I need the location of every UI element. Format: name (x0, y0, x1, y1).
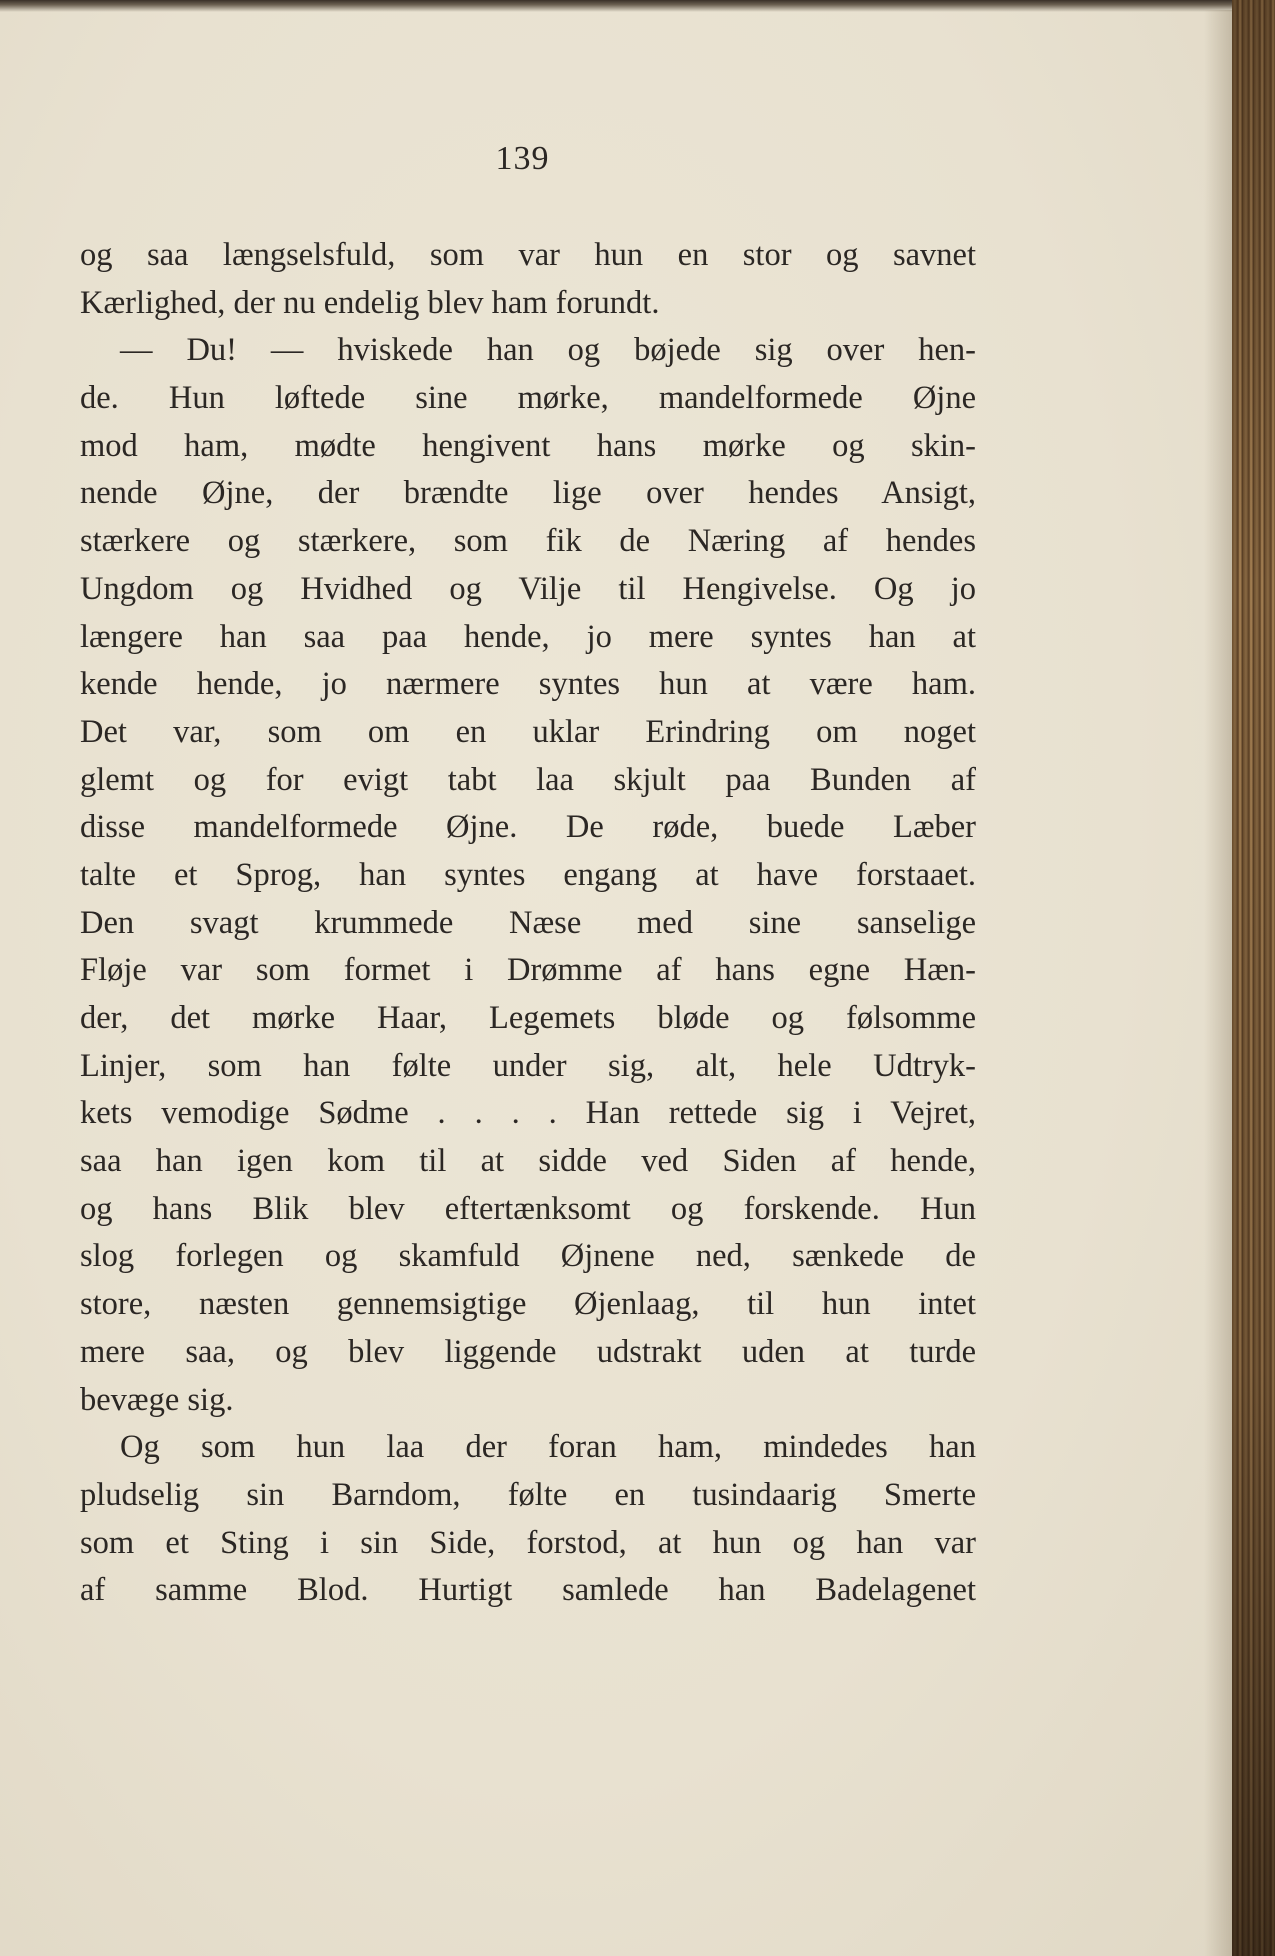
text-line: bevæge sig. (80, 1381, 234, 1418)
text-line: Ungdom og Hvidhed og Vilje til Hengivelse. Og jo (80, 570, 976, 607)
text-line: de. Hun løftede sine mørke, mandelformede Øjne (80, 380, 976, 417)
text-line: der, det mørke Haar, Legemets bløde og følsomme (80, 1000, 976, 1036)
text-line: talte et Sprog, han syntes engang at have forstaaet. (80, 856, 976, 893)
text-line: Den svagt krummede Næse med sine sanselige (80, 904, 976, 941)
text-line: saa han igen kom til at sidde ved Siden af hende, (80, 1143, 976, 1180)
page-number: 139 (495, 140, 550, 177)
text-line: Kærlighed, der nu endelig blev ham forundt. (80, 284, 660, 321)
text-line: glemt og for evigt tabt laa skjult paa Bunden af (80, 761, 976, 798)
text-line: mod ham, mødte hengivent hans mørke og skin- (80, 427, 976, 464)
text-line: kets vemodige Sødme . . . . Han rettede sig i Vejret, (80, 1095, 976, 1132)
text-line: slog forlegen og skamfuld Øjnene ned, sænkede de (80, 1238, 976, 1275)
text-line: som et Sting i sin Side, forstod, at hun og han var (80, 1524, 976, 1561)
text-line: og hans Blik blev eftertænksomt og forskende. Hun (80, 1190, 976, 1227)
text-line: Og som hun laa der foran ham, mindedes han (120, 1429, 976, 1466)
text-line: — Du! — hviskede han og bøjede sig over hen- (120, 332, 976, 369)
text-line: længere han saa paa hende, jo mere syntes han at (80, 618, 976, 655)
text-line: kende hende, jo nærmere syntes hun at være ham. (80, 666, 976, 703)
text-line: nende Øjne, der brændte lige over hendes Ansigt, (80, 475, 976, 512)
body-text (80, 232, 976, 1615)
text-line: Fløje var som formet i Drømme af hans egne Hæn- (80, 952, 976, 989)
text-line: disse mandelformede Øjne. De røde, buede Læber (80, 809, 976, 846)
gutter-shadow (1204, 10, 1232, 1956)
text-line: Linjer, som han følte under sig, alt, hele Udtryk- (80, 1047, 976, 1084)
page-edges-shade (1232, 0, 1275, 1956)
text-line: stærkere og stærkere, som fik de Næring af hendes (80, 523, 976, 560)
text-line: store, næsten gennemsigtige Øjenlaag, til hun intet (80, 1286, 976, 1323)
text-line: pludselig sin Barndom, følte en tusindaarig Smerte (80, 1476, 976, 1513)
text-line: og saa længselsfuld, som var hun en stor og savnet (80, 237, 976, 273)
top-edge (0, 0, 1275, 12)
text-line: af samme Blod. Hurtigt samlede han Badelagenet (80, 1572, 976, 1609)
text-line: mere saa, og blev liggende udstrakt uden at turde (80, 1333, 976, 1370)
text-line: Det var, som om en uklar Erindring om noget (80, 713, 976, 750)
